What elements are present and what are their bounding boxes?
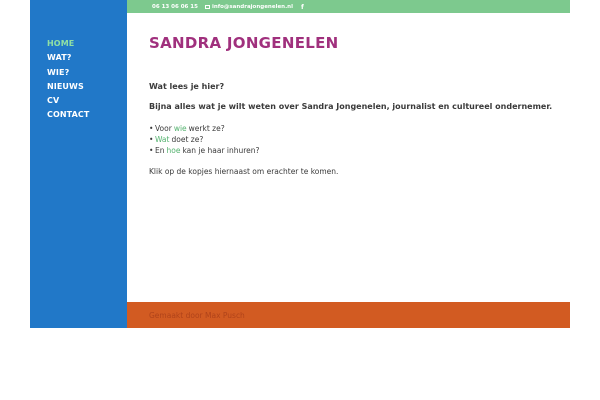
footer — [127, 302, 570, 328]
nav-item-contact[interactable] — [47, 102, 90, 120]
list-text-after: werkt ze? — [188, 124, 225, 134]
email-address[interactable]: info@sandrajongenelen.nl — [211, 3, 293, 10]
closing-text: Klik op de kopjes hiernaast om erachter te komen. — [149, 167, 339, 176]
nav-link-wie[interactable]: WIE? — [47, 67, 70, 77]
intro-list — [149, 123, 260, 157]
nav-link-cv[interactable]: CV — [47, 96, 60, 106]
sidebar — [30, 0, 127, 328]
list-item — [149, 123, 260, 134]
list-text-before: Voor — [155, 124, 172, 134]
phone-number[interactable]: 06 13 06 06 15 — [152, 3, 198, 10]
main-content — [127, 13, 570, 302]
intro-question: Wat lees je hier? — [149, 82, 225, 91]
facebook-icon[interactable]: f — [301, 2, 304, 11]
list-link-hoe[interactable]: hoe — [166, 146, 181, 156]
top-bar — [127, 0, 570, 13]
nav-link-home[interactable]: HOME — [47, 39, 75, 48]
bullet: • — [149, 135, 154, 145]
list-text-after: kan je haar inhuren? — [182, 146, 260, 156]
nav-link-nieuws[interactable]: NIEUWS — [47, 81, 84, 91]
nav-link-contact[interactable]: CONTACT — [47, 110, 90, 120]
list-item — [149, 145, 260, 156]
page-frame — [30, 0, 570, 328]
main-nav — [47, 31, 90, 120]
nav-link-wat[interactable]: WAT? — [47, 53, 72, 63]
bullet: • — [149, 146, 154, 156]
list-text-after: doet ze? — [171, 135, 204, 145]
list-text-before: En — [155, 146, 165, 156]
bullet: • — [149, 124, 154, 134]
intro-lead: Bijna alles wat je wilt weten over Sandra Jongenelen, journalist en cultureel ondernemer. — [149, 102, 553, 111]
list-link-wat[interactable]: Wat — [155, 135, 170, 145]
nav-item-wat[interactable] — [47, 45, 89, 63]
mail-icon — [205, 5, 210, 9]
email-contact[interactable] — [205, 4, 293, 10]
site-title[interactable]: SANDRA JONGENELEN — [149, 34, 339, 52]
list-item — [149, 134, 260, 145]
nav-item-home[interactable] — [47, 31, 89, 48]
footer-credit[interactable]: Gemaakt door Max Pusch — [149, 310, 245, 320]
nav-item-nieuws[interactable] — [47, 74, 89, 91]
list-link-wie[interactable]: wie — [173, 124, 187, 134]
nav-item-wie[interactable] — [47, 60, 89, 77]
